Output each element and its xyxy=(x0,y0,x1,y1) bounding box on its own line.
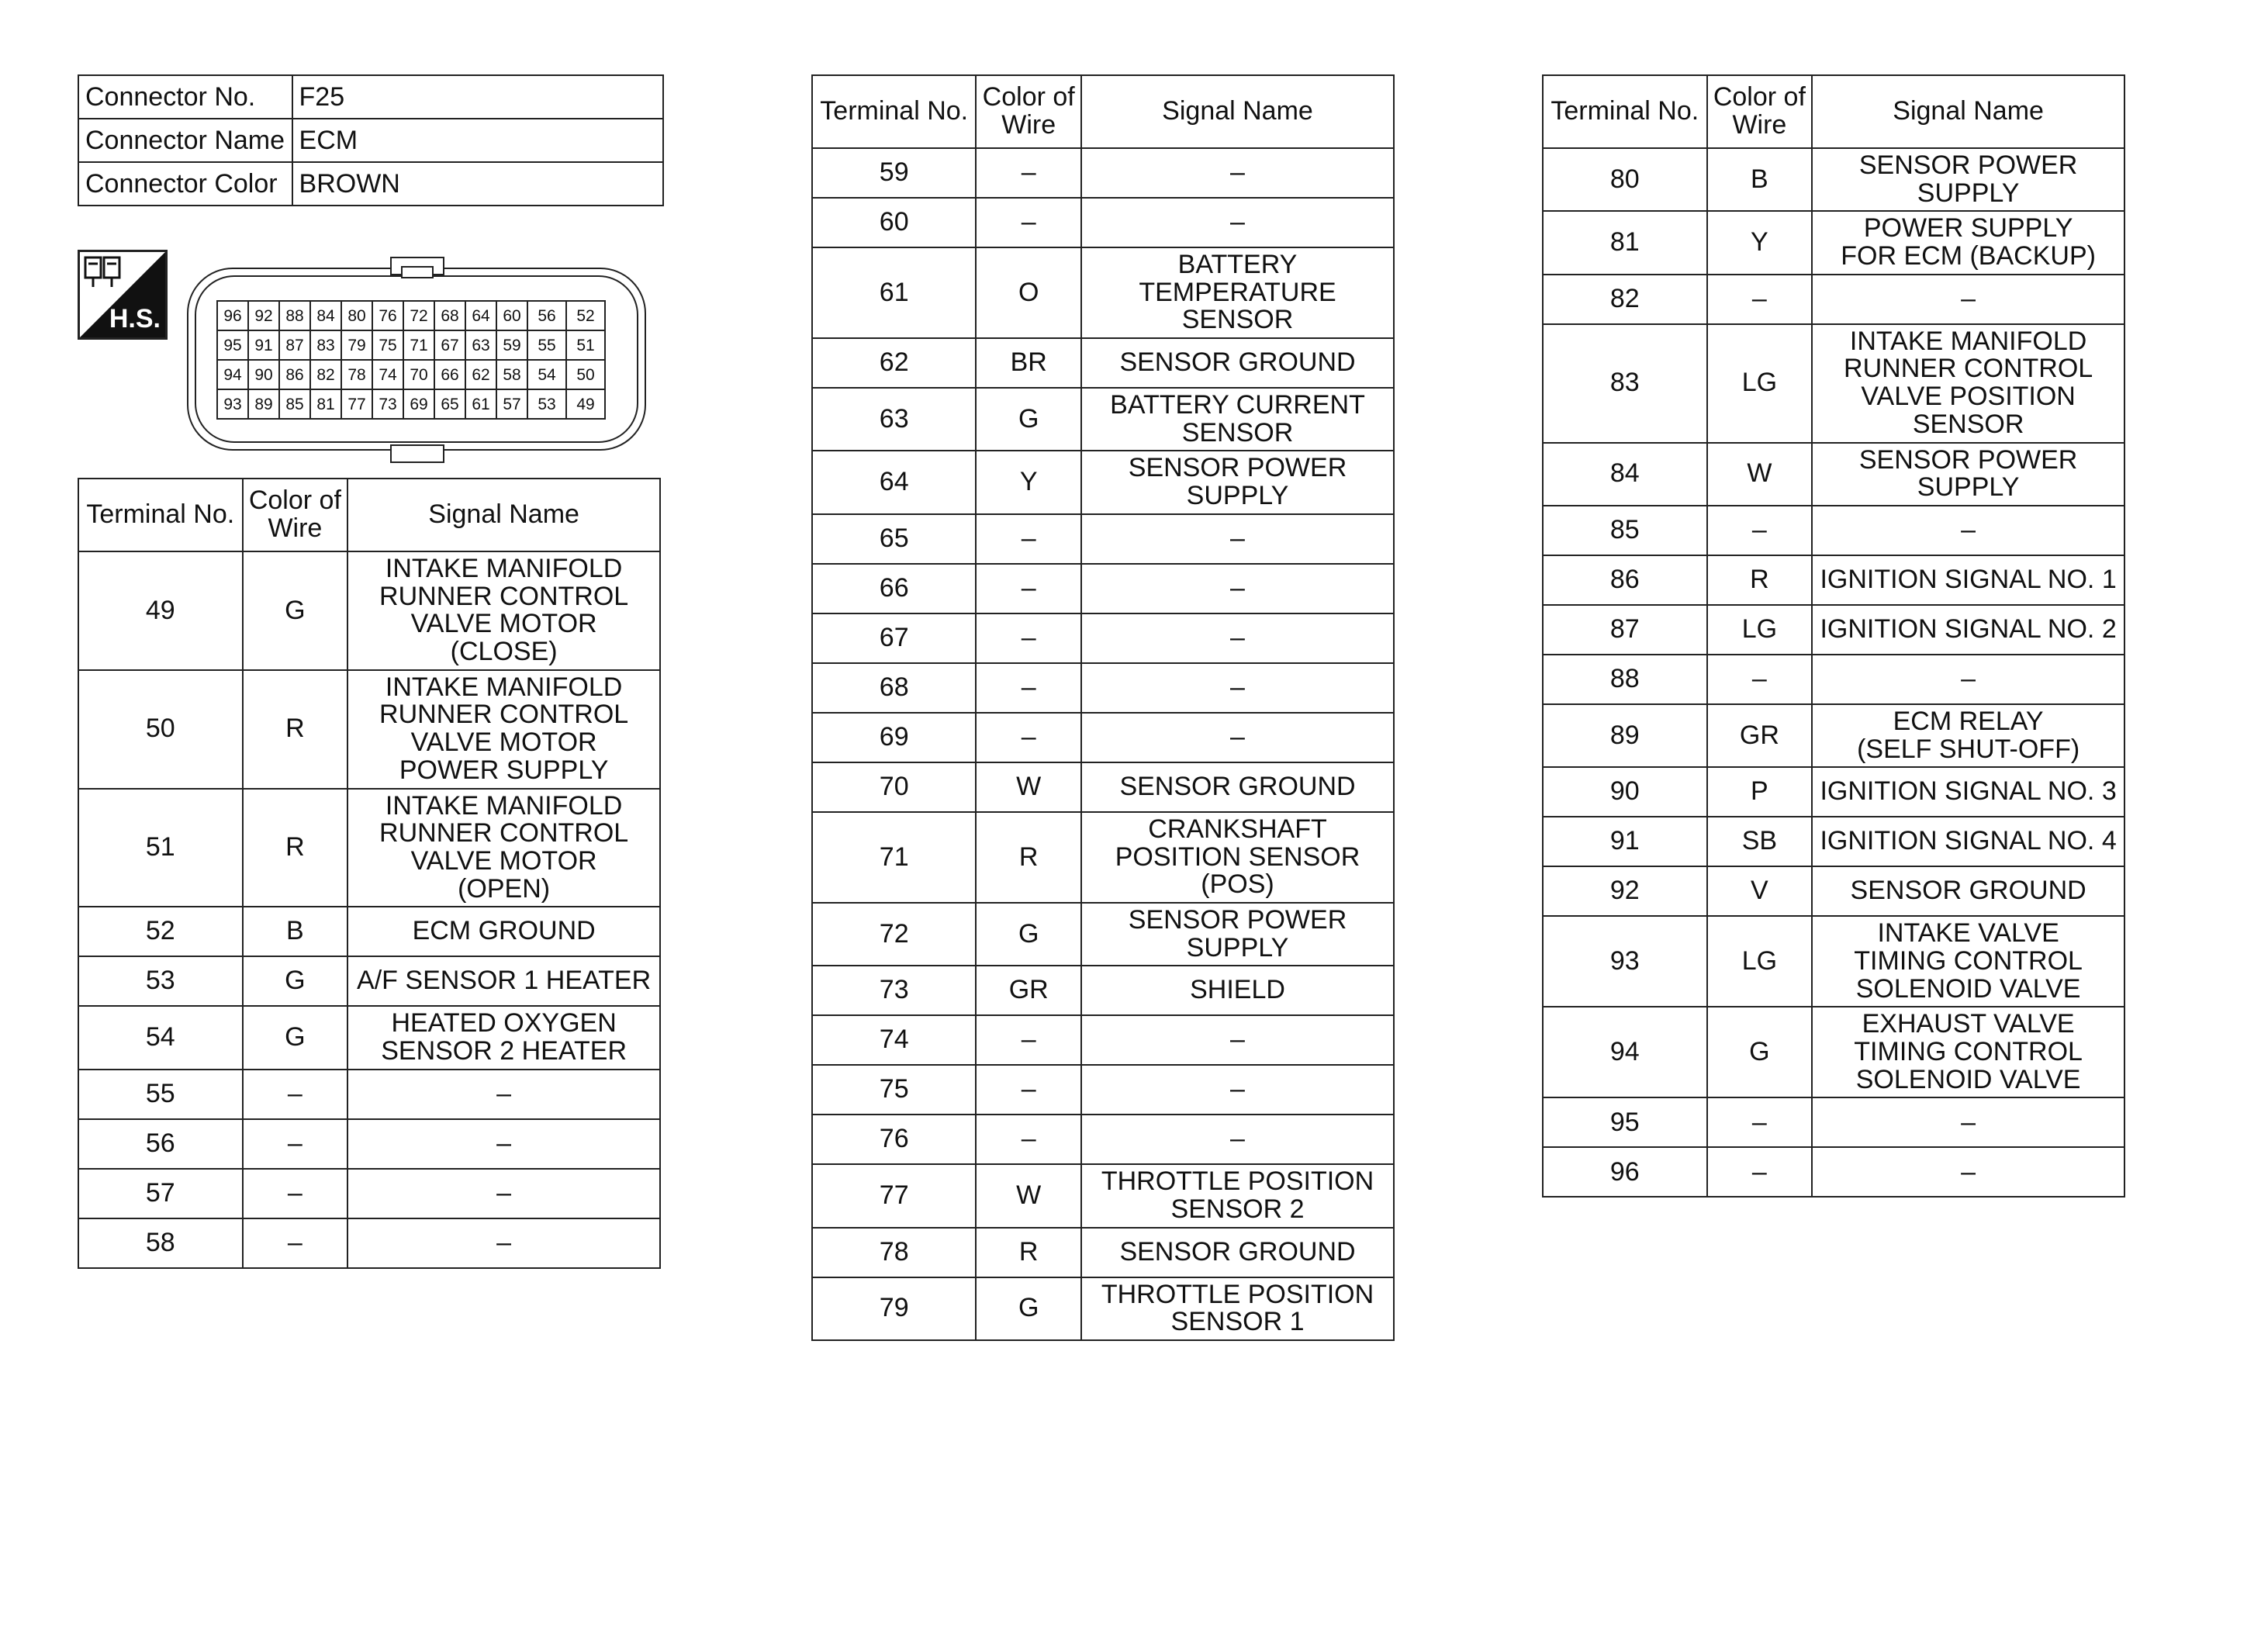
connector-latch-top-inner xyxy=(402,267,433,278)
connector-pin-number: 58 xyxy=(503,366,521,384)
signal-name-cell: – xyxy=(1081,198,1394,247)
wire-color-cell: – xyxy=(976,1115,1081,1164)
wire-color-cell: R xyxy=(243,670,348,789)
connector-pin-number: 80 xyxy=(347,307,366,325)
wire-color-cell: Y xyxy=(976,451,1081,513)
terminal-table-2 xyxy=(811,74,1395,1341)
wire-color-cell: G xyxy=(243,1006,348,1069)
connector-pin-number: 86 xyxy=(285,366,304,384)
terminal-number-cell: 92 xyxy=(1543,866,1707,916)
signal-name-cell: SENSOR POWER SUPPLY xyxy=(1812,443,2124,506)
table-row xyxy=(812,1065,1394,1115)
terminal-no-header: Terminal No. xyxy=(1543,75,1707,148)
terminal-number-cell: 67 xyxy=(812,613,976,663)
signal-name-cell: – xyxy=(1081,663,1394,713)
connector-name-label: Connector Name xyxy=(78,119,292,162)
connector-pin-number: 96 xyxy=(223,307,242,325)
table-row xyxy=(1543,324,2124,443)
wire-color-cell: G xyxy=(1707,1007,1813,1097)
connector-pin-number: 63 xyxy=(472,337,490,354)
signal-name-cell: – xyxy=(1081,514,1394,564)
connector-pin-number: 71 xyxy=(410,337,428,354)
connector-pin-number: 75 xyxy=(379,337,397,354)
wire-color-cell: – xyxy=(976,198,1081,247)
signal-name-cell: – xyxy=(347,1070,660,1119)
table-row xyxy=(78,1218,660,1268)
table-row xyxy=(78,670,660,789)
terminal-table-header xyxy=(1543,75,2124,148)
connector-pin-number: 67 xyxy=(441,337,459,354)
wire-color-cell: LG xyxy=(1707,605,1813,655)
terminal-table-header xyxy=(78,479,660,551)
connector-pin-number: 72 xyxy=(410,307,428,325)
signal-name-cell: SENSOR POWER SUPPLY xyxy=(1812,148,2124,211)
terminal-no-header: Terminal No. xyxy=(78,479,243,551)
wire-color-cell: – xyxy=(1707,506,1813,555)
table-row xyxy=(812,247,1394,338)
connector-color-label: Connector Color xyxy=(78,162,292,206)
table-row xyxy=(78,1169,660,1218)
connector-pin-number: 65 xyxy=(441,396,459,413)
wire-color-cell: GR xyxy=(976,966,1081,1015)
table-row xyxy=(78,1006,660,1069)
wire-color-cell: – xyxy=(976,613,1081,663)
terminal-number-cell: 60 xyxy=(812,198,976,247)
signal-name-cell: – xyxy=(1081,564,1394,613)
wire-color-cell: – xyxy=(976,1065,1081,1115)
terminal-number-cell: 80 xyxy=(1543,148,1707,211)
terminal-number-cell: 52 xyxy=(78,907,243,956)
wire-color-cell: – xyxy=(1707,275,1813,324)
signal-name-cell: SHIELD xyxy=(1081,966,1394,1015)
signal-name-cell: ECM GROUND xyxy=(347,907,660,956)
wire-color-cell: – xyxy=(1707,1147,1813,1197)
wire-color-cell: R xyxy=(1707,555,1813,605)
connector-pin-number: 55 xyxy=(538,337,556,354)
signal-name-cell: – xyxy=(1812,655,2124,704)
table-row xyxy=(1543,1097,2124,1147)
wire-color-cell: BR xyxy=(976,338,1081,388)
terminal-number-cell: 89 xyxy=(1543,704,1707,767)
connector-pin-number: 93 xyxy=(223,396,242,413)
signal-name-cell: INTAKE MANIFOLD RUNNER CONTROL VALVE MOTOR (CLOSE) xyxy=(347,551,660,670)
signal-name-cell: SENSOR POWER SUPPLY xyxy=(1081,451,1394,513)
wire-color-cell: R xyxy=(243,789,348,907)
signal-name-cell: THROTTLE POSITION SENSOR 2 xyxy=(1081,1164,1394,1227)
signal-name-cell: SENSOR GROUND xyxy=(1812,866,2124,916)
table-row xyxy=(812,1115,1394,1164)
signal-name-cell: INTAKE MANIFOLD RUNNER CONTROL VALVE POSITION SENSOR xyxy=(1812,324,2124,443)
wire-color-cell: – xyxy=(243,1169,348,1218)
connector-pin-number: 89 xyxy=(254,396,273,413)
connector-pin-number: 59 xyxy=(503,337,521,354)
terminal-number-cell: 87 xyxy=(1543,605,1707,655)
wire-color-header: Color of Wire xyxy=(243,479,348,551)
signal-name-header: Signal Name xyxy=(1081,75,1394,148)
wire-color-cell: LG xyxy=(1707,916,1813,1007)
connector-pin-number: 77 xyxy=(347,396,366,413)
terminal-number-cell: 75 xyxy=(812,1065,976,1115)
connector-pin-number: 54 xyxy=(538,366,556,384)
connector-number-label: Connector No. xyxy=(78,75,292,119)
connector-pin-number: 91 xyxy=(254,337,273,354)
table-row xyxy=(78,551,660,670)
connector-pin-number: 76 xyxy=(379,307,397,325)
connector-pin-number: 68 xyxy=(441,307,459,325)
wire-color-cell: SB xyxy=(1707,817,1813,866)
table-row xyxy=(812,1015,1394,1065)
table-row xyxy=(1543,506,2124,555)
connector-pin-number: 88 xyxy=(285,307,304,325)
harness-side-label: H.S. xyxy=(109,304,161,334)
table-row xyxy=(1543,655,2124,704)
wire-color-cell: Y xyxy=(1707,211,1813,274)
signal-name-cell: – xyxy=(1812,506,2124,555)
terminal-number-cell: 53 xyxy=(78,956,243,1006)
signal-name-cell: ECM RELAY (SELF SHUT-OFF) xyxy=(1812,704,2124,767)
connector-name-value: ECM xyxy=(292,119,663,162)
wire-color-cell: P xyxy=(1707,767,1813,817)
signal-name-cell: HEATED OXYGEN SENSOR 2 HEATER xyxy=(347,1006,660,1069)
connector-number-value: F25 xyxy=(292,75,663,119)
connector-pin-number: 79 xyxy=(347,337,366,354)
terminal-table-3 xyxy=(1542,74,2125,1198)
terminal-number-cell: 69 xyxy=(812,713,976,762)
connector-pin-number: 69 xyxy=(410,396,428,413)
wire-color-cell: G xyxy=(243,551,348,670)
connector-info-table xyxy=(78,74,664,206)
wire-color-cell: G xyxy=(976,1277,1081,1340)
connector-pin-number: 52 xyxy=(576,307,595,325)
terminal-number-cell: 95 xyxy=(1543,1097,1707,1147)
table-row xyxy=(78,1119,660,1169)
signal-name-cell: CRANKSHAFT POSITION SENSOR (POS) xyxy=(1081,812,1394,903)
table-row xyxy=(812,514,1394,564)
signal-name-cell: – xyxy=(1081,713,1394,762)
terminal-number-cell: 91 xyxy=(1543,817,1707,866)
table-row xyxy=(812,762,1394,812)
connector-pin-grid xyxy=(217,301,605,419)
table-row xyxy=(1543,555,2124,605)
wire-color-cell: GR xyxy=(1707,704,1813,767)
terminal-number-cell: 84 xyxy=(1543,443,1707,506)
terminal-number-cell: 77 xyxy=(812,1164,976,1227)
wire-color-cell: – xyxy=(976,148,1081,198)
signal-name-cell: POWER SUPPLY FOR ECM (BACKUP) xyxy=(1812,211,2124,274)
wire-color-cell: B xyxy=(1707,148,1813,211)
table-row xyxy=(812,713,1394,762)
terminal-number-cell: 55 xyxy=(78,1070,243,1119)
wire-color-cell: – xyxy=(976,564,1081,613)
signal-name-cell: – xyxy=(347,1119,660,1169)
terminal-number-cell: 88 xyxy=(1543,655,1707,704)
connector-pin-number: 82 xyxy=(316,366,335,384)
connector-pin-number: 83 xyxy=(316,337,335,354)
signal-name-cell: – xyxy=(1081,1015,1394,1065)
terminal-no-header: Terminal No. xyxy=(812,75,976,148)
connector-pin-number: 84 xyxy=(316,307,335,325)
signal-name-cell: SENSOR GROUND xyxy=(1081,338,1394,388)
table-row xyxy=(1543,1147,2124,1197)
table-row xyxy=(1543,1007,2124,1097)
terminal-number-cell: 93 xyxy=(1543,916,1707,1007)
wire-color-cell: – xyxy=(243,1218,348,1268)
terminal-number-cell: 81 xyxy=(1543,211,1707,274)
signal-name-cell: – xyxy=(1812,1147,2124,1197)
terminal-number-cell: 65 xyxy=(812,514,976,564)
connector-pin-number: 90 xyxy=(254,366,273,384)
wire-color-cell: B xyxy=(243,907,348,956)
wire-color-cell: – xyxy=(243,1070,348,1119)
wire-color-cell: G xyxy=(243,956,348,1006)
terminal-number-cell: 64 xyxy=(812,451,976,513)
signal-name-cell: IGNITION SIGNAL NO. 4 xyxy=(1812,817,2124,866)
wire-color-cell: – xyxy=(976,713,1081,762)
signal-name-cell: – xyxy=(1081,613,1394,663)
wire-color-cell: W xyxy=(976,762,1081,812)
connector-pin-number: 50 xyxy=(576,366,595,384)
signal-name-cell: – xyxy=(1081,148,1394,198)
table-row xyxy=(1543,275,2124,324)
table-row xyxy=(1543,211,2124,274)
connector-pin-number: 53 xyxy=(538,396,556,413)
signal-name-cell: SENSOR GROUND xyxy=(1081,1228,1394,1277)
table-row xyxy=(812,812,1394,903)
signal-name-cell: IGNITION SIGNAL NO. 1 xyxy=(1812,555,2124,605)
wire-color-cell: G xyxy=(976,903,1081,966)
table-row xyxy=(1543,866,2124,916)
terminal-number-cell: 61 xyxy=(812,247,976,338)
table-row xyxy=(812,148,1394,198)
wire-color-cell: – xyxy=(976,514,1081,564)
signal-name-cell: INTAKE MANIFOLD RUNNER CONTROL VALVE MOTOR (OPEN) xyxy=(347,789,660,907)
table-row xyxy=(1543,916,2124,1007)
table-row xyxy=(1543,767,2124,817)
connector-pin-number: 62 xyxy=(472,366,490,384)
terminal-number-cell: 82 xyxy=(1543,275,1707,324)
terminal-number-cell: 59 xyxy=(812,148,976,198)
table-row xyxy=(812,1228,1394,1277)
terminal-number-cell: 58 xyxy=(78,1218,243,1268)
table-row xyxy=(812,903,1394,966)
connector-color-row xyxy=(78,162,663,206)
connector-pin-number: 56 xyxy=(538,307,556,325)
connector-pin-number: 94 xyxy=(223,366,242,384)
terminal-number-cell: 86 xyxy=(1543,555,1707,605)
terminal-table-header xyxy=(812,75,1394,148)
table-row xyxy=(812,613,1394,663)
table-row xyxy=(812,663,1394,713)
terminal-number-cell: 57 xyxy=(78,1169,243,1218)
table-row xyxy=(812,564,1394,613)
terminal-number-cell: 66 xyxy=(812,564,976,613)
table-row xyxy=(812,198,1394,247)
connector-number-row xyxy=(78,75,663,119)
table-row xyxy=(1543,605,2124,655)
connector-latch-bottom xyxy=(391,445,444,462)
wire-color-cell: W xyxy=(976,1164,1081,1227)
signal-name-cell: EXHAUST VALVE TIMING CONTROL SOLENOID VALVE xyxy=(1812,1007,2124,1097)
table-row xyxy=(812,966,1394,1015)
table-row xyxy=(812,1277,1394,1340)
terminal-number-cell: 68 xyxy=(812,663,976,713)
terminal-number-cell: 72 xyxy=(812,903,976,966)
wire-color-cell: LG xyxy=(1707,324,1813,443)
connector-pin-number: 73 xyxy=(379,396,397,413)
connector-pin-number: 85 xyxy=(285,396,304,413)
signal-name-cell: – xyxy=(1081,1065,1394,1115)
signal-name-cell: – xyxy=(347,1169,660,1218)
connector-pin-number: 66 xyxy=(441,366,459,384)
signal-name-cell: – xyxy=(1081,1115,1394,1164)
wire-color-header: Color of Wire xyxy=(976,75,1081,148)
terminal-number-cell: 85 xyxy=(1543,506,1707,555)
table-row xyxy=(1543,148,2124,211)
terminal-number-cell: 56 xyxy=(78,1119,243,1169)
table-row xyxy=(812,338,1394,388)
terminal-number-cell: 96 xyxy=(1543,1147,1707,1197)
terminal-table-1 xyxy=(78,478,661,1269)
wire-color-cell: V xyxy=(1707,866,1813,916)
harness-side-icon xyxy=(78,250,168,340)
connector-pin-number: 64 xyxy=(472,307,490,325)
signal-name-cell: BATTERY TEMPERATURE SENSOR xyxy=(1081,247,1394,338)
wire-color-cell: W xyxy=(1707,443,1813,506)
terminal-number-cell: 51 xyxy=(78,789,243,907)
table-row xyxy=(1543,704,2124,767)
terminal-number-cell: 94 xyxy=(1543,1007,1707,1097)
wire-color-cell: O xyxy=(976,247,1081,338)
signal-name-cell: THROTTLE POSITION SENSOR 1 xyxy=(1081,1277,1394,1340)
table-row xyxy=(812,451,1394,513)
signal-name-cell: IGNITION SIGNAL NO. 3 xyxy=(1812,767,2124,817)
connector-pin-number: 70 xyxy=(410,366,428,384)
terminal-number-cell: 54 xyxy=(78,1006,243,1069)
terminal-number-cell: 73 xyxy=(812,966,976,1015)
connector-pin-number: 49 xyxy=(576,396,595,413)
wire-color-cell: – xyxy=(976,663,1081,713)
table-row xyxy=(78,907,660,956)
connector-pin-number: 74 xyxy=(379,366,397,384)
signal-name-header: Signal Name xyxy=(347,479,660,551)
signal-name-cell: INTAKE MANIFOLD RUNNER CONTROL VALVE MOTOR POWER SUPPLY xyxy=(347,670,660,789)
signal-name-cell: – xyxy=(347,1218,660,1268)
terminal-number-cell: 71 xyxy=(812,812,976,903)
terminal-number-cell: 90 xyxy=(1543,767,1707,817)
signal-name-cell: BATTERY CURRENT SENSOR xyxy=(1081,388,1394,451)
terminal-number-cell: 78 xyxy=(812,1228,976,1277)
wire-color-cell: G xyxy=(976,388,1081,451)
wire-color-cell: – xyxy=(1707,1097,1813,1147)
wire-color-cell: R xyxy=(976,1228,1081,1277)
table-row xyxy=(812,388,1394,451)
signal-name-cell: A/F SENSOR 1 HEATER xyxy=(347,956,660,1006)
table-row xyxy=(78,956,660,1006)
connector-pin-number: 61 xyxy=(472,396,490,413)
signal-name-cell: – xyxy=(1812,1097,2124,1147)
signal-name-cell: SENSOR GROUND xyxy=(1081,762,1394,812)
connector-plug-icon xyxy=(85,257,119,287)
table-row xyxy=(812,1164,1394,1227)
connector-face-diagram xyxy=(185,247,650,465)
connector-pin-number: 81 xyxy=(316,396,335,413)
table-row xyxy=(78,789,660,907)
connector-pin-number: 92 xyxy=(254,307,273,325)
signal-name-cell: SENSOR POWER SUPPLY xyxy=(1081,903,1394,966)
table-row xyxy=(1543,817,2124,866)
wire-color-cell: – xyxy=(976,1015,1081,1065)
connector-pin-number: 51 xyxy=(576,337,595,354)
terminal-number-cell: 63 xyxy=(812,388,976,451)
wire-color-cell: R xyxy=(976,812,1081,903)
wire-color-header: Color of Wire xyxy=(1707,75,1813,148)
signal-name-cell: IGNITION SIGNAL NO. 2 xyxy=(1812,605,2124,655)
terminal-number-cell: 83 xyxy=(1543,324,1707,443)
terminal-number-cell: 49 xyxy=(78,551,243,670)
terminal-number-cell: 70 xyxy=(812,762,976,812)
connector-pin-number: 57 xyxy=(503,396,521,413)
connector-color-value: BROWN xyxy=(292,162,663,206)
connector-pin-number: 60 xyxy=(503,307,521,325)
signal-name-cell: INTAKE VALVE TIMING CONTROL SOLENOID VALVE xyxy=(1812,916,2124,1007)
terminal-number-cell: 62 xyxy=(812,338,976,388)
terminal-number-cell: 74 xyxy=(812,1015,976,1065)
terminal-number-cell: 79 xyxy=(812,1277,976,1340)
connector-pin-number: 78 xyxy=(347,366,366,384)
connector-pin-number: 87 xyxy=(285,337,304,354)
table-row xyxy=(78,1070,660,1119)
terminal-number-cell: 50 xyxy=(78,670,243,789)
signal-name-header: Signal Name xyxy=(1812,75,2124,148)
wire-color-cell: – xyxy=(243,1119,348,1169)
terminal-number-cell: 76 xyxy=(812,1115,976,1164)
connector-name-row xyxy=(78,119,663,162)
wire-color-cell: – xyxy=(1707,655,1813,704)
signal-name-cell: – xyxy=(1812,275,2124,324)
connector-pin-number: 95 xyxy=(223,337,242,354)
table-row xyxy=(1543,443,2124,506)
